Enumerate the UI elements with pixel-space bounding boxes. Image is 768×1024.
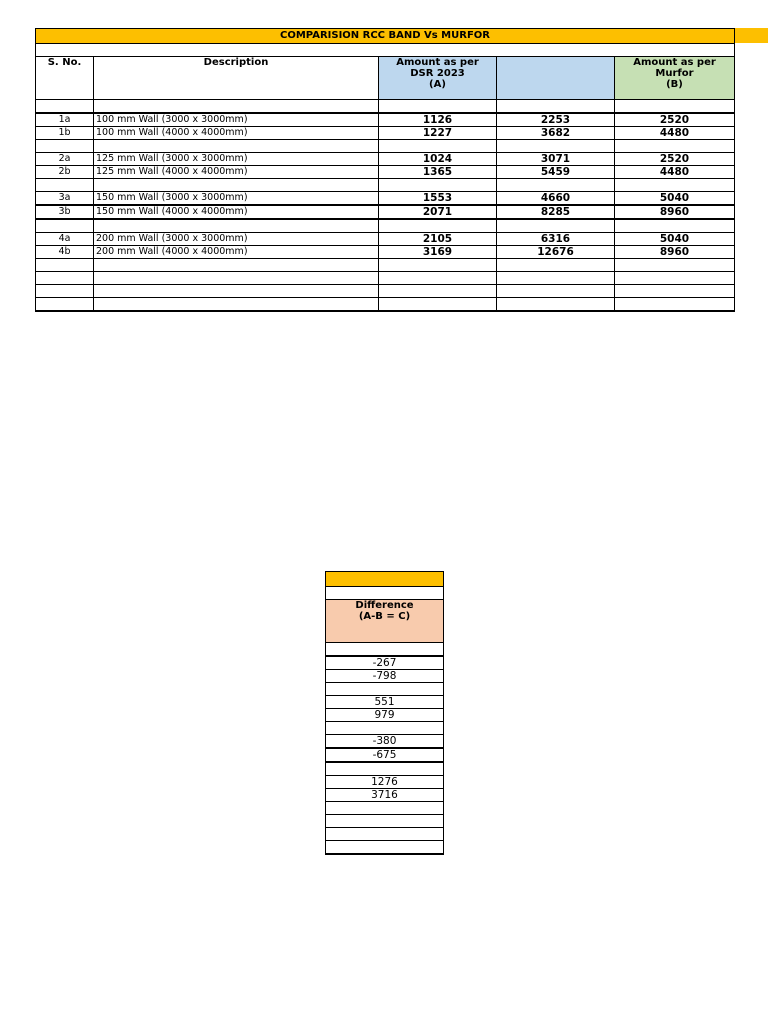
dsr-amount-cell[interactable]: 1024 [379,153,497,166]
header-dsr-line3: (A) [429,79,446,90]
sno-cell[interactable]: 1b [36,127,94,140]
sno-cell[interactable]: 4a [36,233,94,246]
blank-cell[interactable] [36,179,94,192]
blank-cell[interactable] [326,802,444,815]
blank-row [36,285,735,298]
difference-cell[interactable]: 551 [326,696,444,709]
blank-cell[interactable] [94,100,379,114]
blank-cell[interactable] [36,44,735,57]
dsr-amount-cell[interactable]: 2105 [379,233,497,246]
header-murfor-line3: (B) [666,79,683,90]
sno-cell[interactable]: 2b [36,166,94,179]
blank-cell[interactable] [379,140,497,153]
blank-cell[interactable] [497,140,615,153]
description-cell[interactable]: 200 mm Wall (3000 x 3000mm) [94,233,379,246]
blank-cell[interactable] [497,179,615,192]
table-row [326,776,444,789]
murfor-amount-cell[interactable]: 5040 [615,233,735,246]
computed-amount-cell[interactable]: 6316 [497,233,615,246]
blank-cell[interactable] [326,587,444,600]
sno-cell[interactable]: 4b [36,246,94,259]
blank-cell[interactable] [379,272,497,285]
blank-cell[interactable] [615,219,735,233]
title-accent-strip [734,28,768,43]
sno-cell[interactable]: 3b [36,205,94,219]
computed-amount-cell[interactable]: 3071 [497,153,615,166]
header-murfor-line1: Amount as per [633,57,716,68]
difference-cell[interactable]: -798 [326,670,444,683]
difference-header-row [326,600,444,643]
computed-amount-cell[interactable]: 12676 [497,246,615,259]
computed-amount-cell[interactable]: 3682 [497,127,615,140]
murfor-amount-cell[interactable]: 2520 [615,153,735,166]
table-row [36,205,735,219]
blank-cell[interactable] [615,100,735,114]
murfor-amount-cell[interactable]: 2520 [615,113,735,127]
blank-cell[interactable] [94,272,379,285]
blank-cell[interactable] [615,179,735,192]
blank-cell[interactable] [497,100,615,114]
sno-cell[interactable]: 3a [36,192,94,206]
dsr-amount-cell[interactable]: 1126 [379,113,497,127]
blank-cell[interactable] [379,285,497,298]
comparison-table [35,28,735,312]
table-row [326,748,444,762]
blank-row [36,259,735,272]
blank-cell[interactable] [94,219,379,233]
blank-cell[interactable] [326,683,444,696]
table-row [36,127,735,140]
blank-row [36,219,735,233]
blank-cell[interactable] [615,140,735,153]
title-row [36,29,735,44]
blank-cell[interactable] [497,259,615,272]
header-dsr-line2: DSR 2023 [410,68,465,79]
blank-row [326,683,444,696]
difference-table [325,571,444,855]
blank-cell[interactable] [94,285,379,298]
blank-cell[interactable] [36,100,94,114]
dsr-amount-cell[interactable]: 1553 [379,192,497,206]
table-row [36,153,735,166]
table-row [326,696,444,709]
blank-cell[interactable] [379,179,497,192]
table-row [36,233,735,246]
blank-row [36,100,735,114]
sno-cell[interactable]: 2a [36,153,94,166]
blank-row [326,643,444,657]
blank-cell[interactable] [94,140,379,153]
spacer-row [36,44,735,57]
blank-cell[interactable] [36,298,94,312]
blank-row [326,802,444,815]
blank-cell[interactable] [497,272,615,285]
header-murfor-line2: Murfor [655,68,694,79]
blank-cell[interactable] [36,259,94,272]
murfor-amount-cell[interactable]: 5040 [615,192,735,206]
header-blank[interactable] [497,57,615,100]
blank-cell[interactable] [615,259,735,272]
difference-title-row [326,572,444,587]
blank-cell[interactable] [36,285,94,298]
blank-cell[interactable] [326,722,444,735]
header-difference[interactable] [326,600,444,643]
difference-cell[interactable]: -267 [326,656,444,670]
blank-cell[interactable] [379,259,497,272]
blank-cell[interactable] [497,285,615,298]
table-row [326,656,444,670]
dsr-amount-cell[interactable]: 2071 [379,205,497,219]
blank-cell[interactable] [326,643,444,657]
description-cell[interactable]: 125 mm Wall (4000 x 4000mm) [94,166,379,179]
blank-cell[interactable] [94,298,379,312]
blank-cell[interactable] [379,219,497,233]
blank-row [36,298,735,312]
blank-cell[interactable] [36,219,94,233]
blank-row [326,762,444,776]
table-row [36,166,735,179]
murfor-amount-cell[interactable]: 4480 [615,127,735,140]
blank-cell[interactable] [497,298,615,312]
table-row [36,246,735,259]
blank-cell[interactable] [497,219,615,233]
blank-cell[interactable] [36,272,94,285]
murfor-amount-cell[interactable]: 4480 [615,166,735,179]
difference-cell[interactable]: -380 [326,735,444,749]
difference-cell[interactable]: -675 [326,748,444,762]
header-difference-line1: Difference [355,600,414,611]
blank-row [36,140,735,153]
dsr-amount-cell[interactable]: 1365 [379,166,497,179]
blank-row [326,722,444,735]
header-sno[interactable]: S. No. [36,57,94,100]
dsr-amount-cell[interactable]: 1227 [379,127,497,140]
blank-cell[interactable] [326,762,444,776]
blank-cell[interactable] [36,140,94,153]
header-description[interactable]: Description [94,57,379,100]
blank-row [326,815,444,828]
murfor-amount-cell[interactable]: 8960 [615,205,735,219]
difference-cell[interactable]: 979 [326,709,444,722]
table-row [326,789,444,802]
difference-cell[interactable]: 1276 [326,776,444,789]
blank-cell[interactable] [326,828,444,841]
blank-cell[interactable] [379,100,497,114]
blank-cell[interactable] [94,179,379,192]
description-cell[interactable]: 150 mm Wall (3000 x 3000mm) [94,192,379,206]
computed-amount-cell[interactable]: 8285 [497,205,615,219]
blank-cell[interactable] [379,298,497,312]
table-row [326,670,444,683]
description-cell[interactable]: 150 mm Wall (4000 x 4000mm) [94,205,379,219]
blank-row [36,272,735,285]
blank-row [326,587,444,600]
computed-amount-cell[interactable]: 4660 [497,192,615,206]
murfor-amount-cell[interactable]: 8960 [615,246,735,259]
blank-row [326,841,444,855]
blank-cell[interactable] [615,285,735,298]
dsr-amount-cell[interactable]: 3169 [379,246,497,259]
difference-cell[interactable]: 3716 [326,789,444,802]
description-cell[interactable]: 100 mm Wall (4000 x 4000mm) [94,127,379,140]
blank-row [36,179,735,192]
header-murfor-amount[interactable] [615,57,735,100]
table-row [36,192,735,206]
description-cell[interactable]: 125 mm Wall (3000 x 3000mm) [94,153,379,166]
blank-cell[interactable] [94,259,379,272]
blank-cell[interactable] [615,298,735,312]
blank-cell[interactable] [615,272,735,285]
table-row [36,113,735,127]
header-dsr-amount[interactable] [379,57,497,100]
blank-cell[interactable] [326,572,444,587]
blank-cell[interactable] [326,841,444,855]
computed-amount-cell[interactable]: 2253 [497,113,615,127]
description-cell[interactable]: 200 mm Wall (4000 x 4000mm) [94,246,379,259]
header-difference-line2: (A-B = C) [358,611,411,622]
sno-cell[interactable]: 1a [36,113,94,127]
header-dsr-line1: Amount as per [396,57,479,68]
description-cell[interactable]: 100 mm Wall (3000 x 3000mm) [94,113,379,127]
table-row [326,735,444,749]
header-row [36,57,735,100]
table-title: COMPARISION RCC BAND Vs MURFOR [36,29,735,44]
table-row [326,709,444,722]
blank-cell[interactable] [326,815,444,828]
computed-amount-cell[interactable]: 5459 [497,166,615,179]
blank-row [326,828,444,841]
